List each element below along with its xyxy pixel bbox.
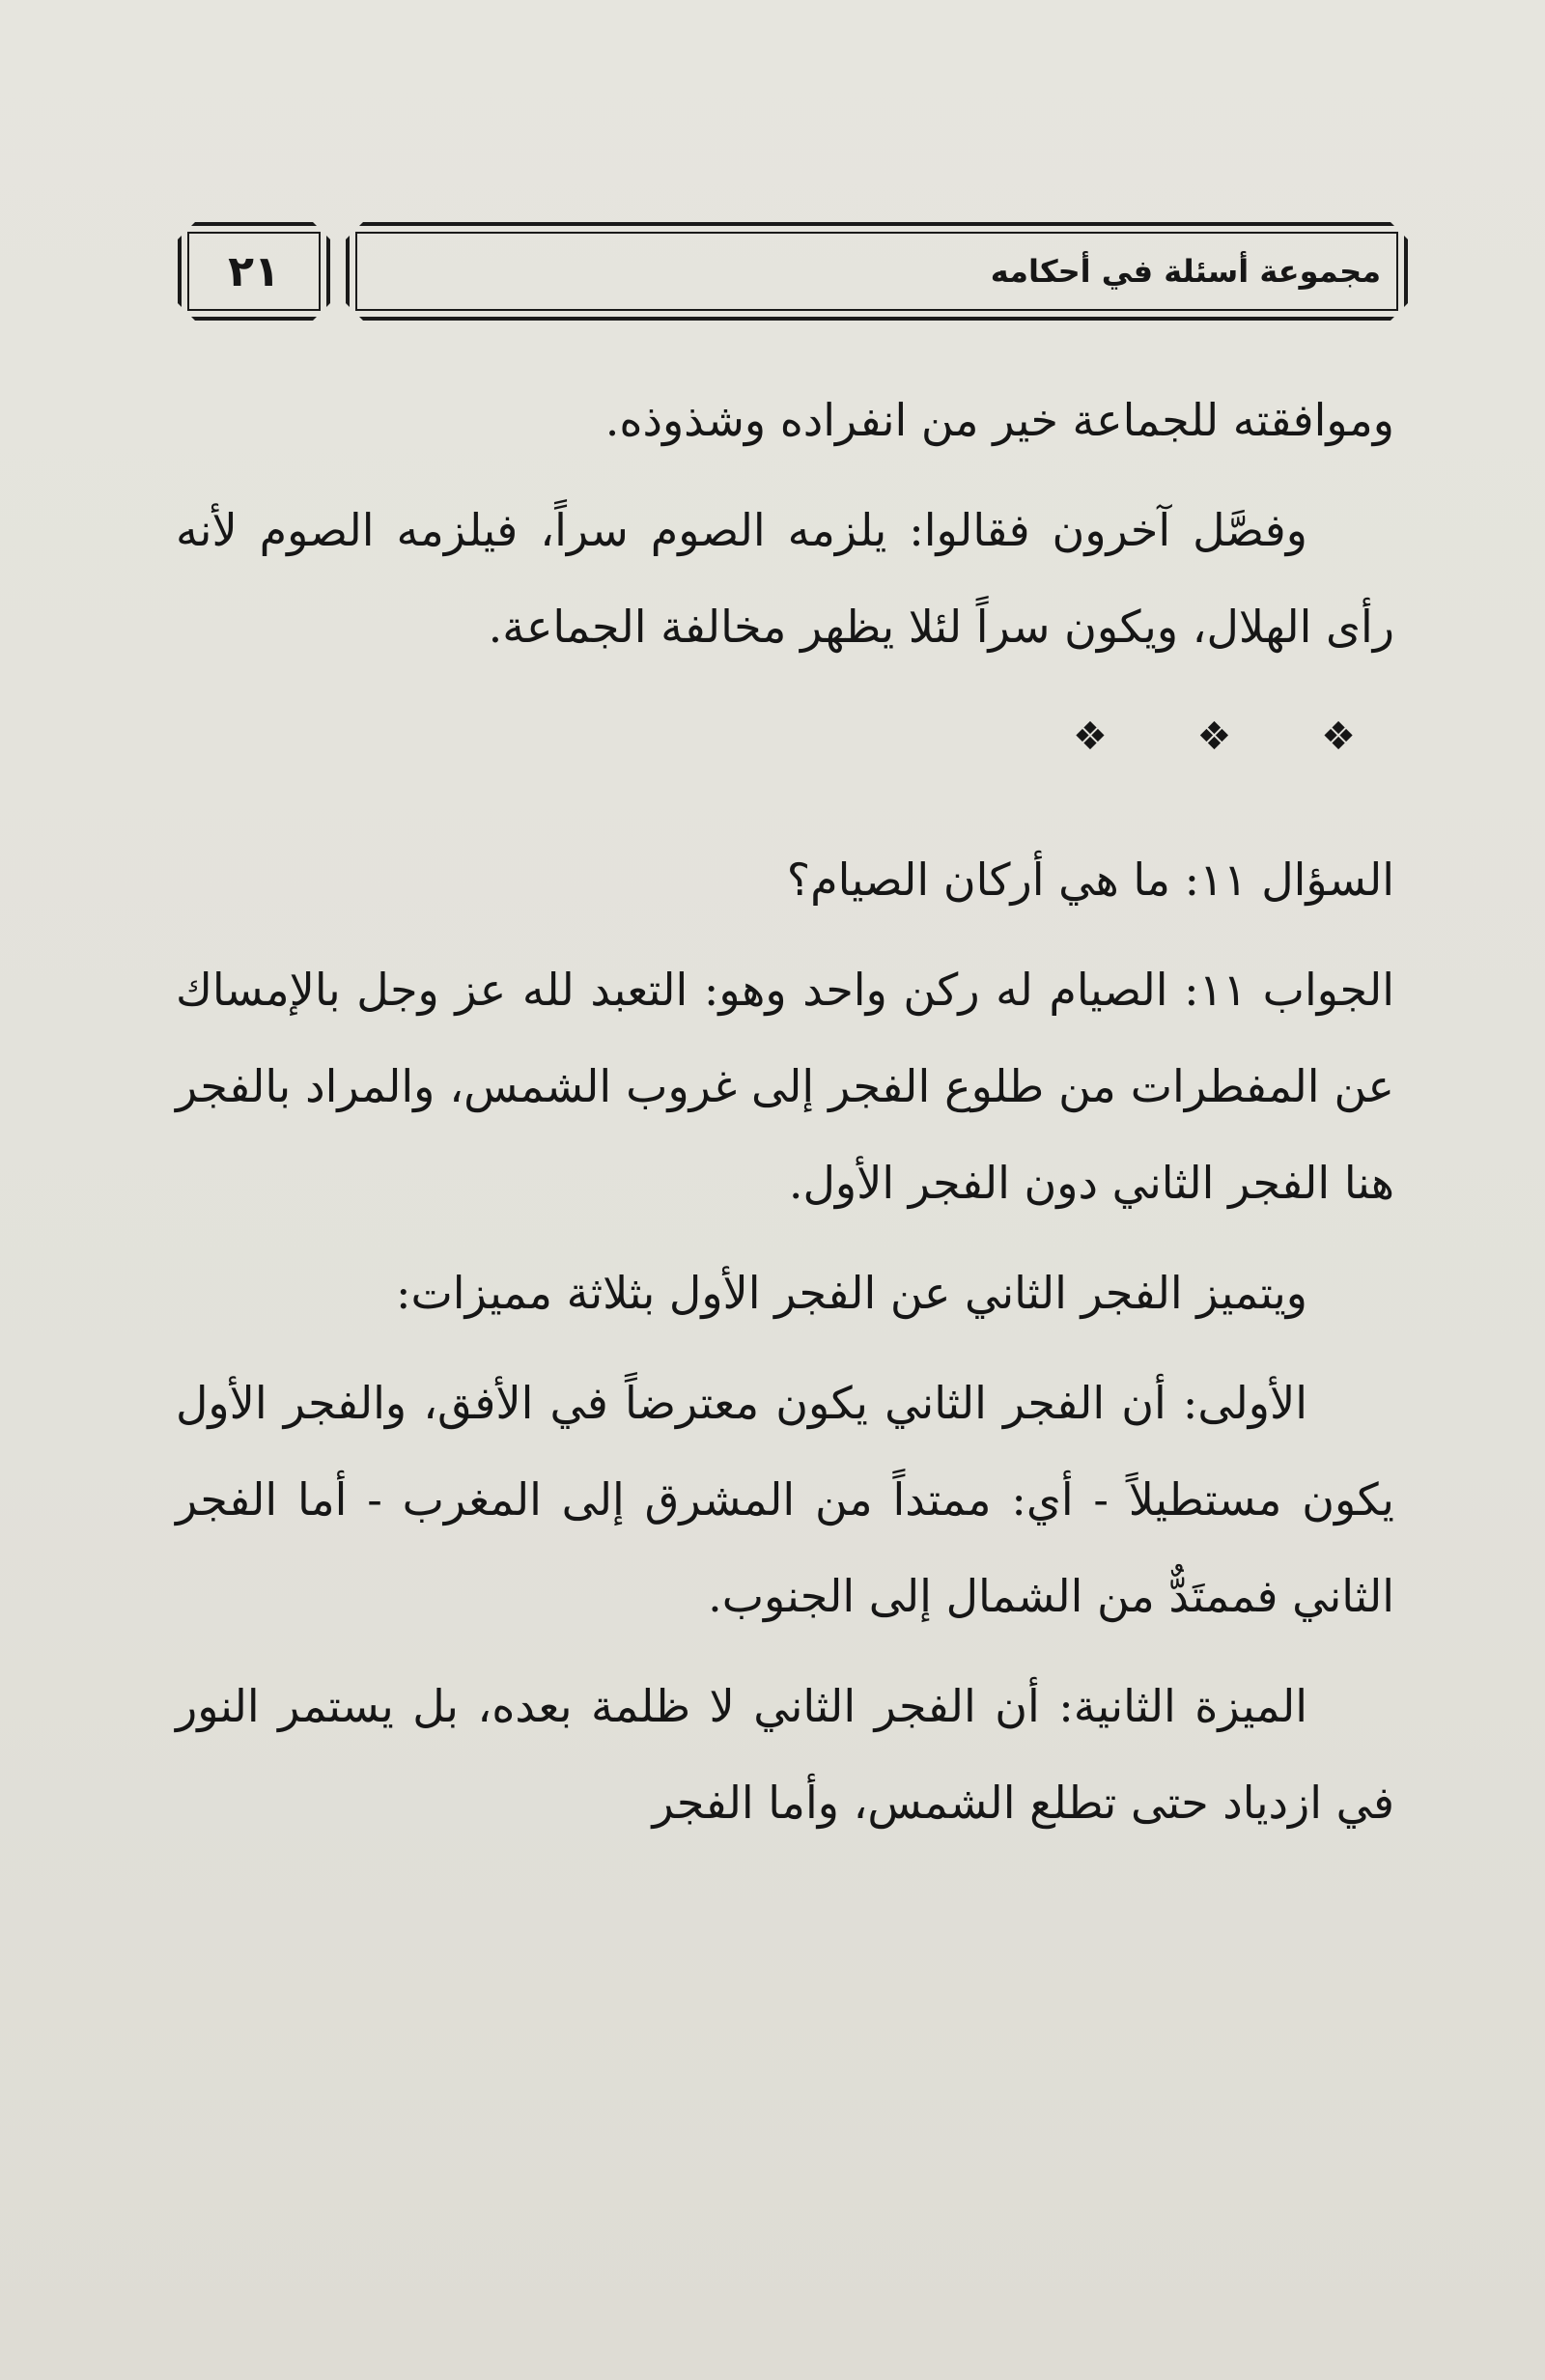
body-text: [176, 372, 1394, 1864]
question-11: السؤال ١١: ما هي أركان الصيام؟: [786, 854, 1394, 906]
section-separator: ❖ ❖ ❖: [1072, 714, 1394, 759]
paragraph-continuation: وموافقته للجماعة خير من انفراده وشذوذه.: [604, 394, 1394, 446]
paragraph-distinctions: ويتميز الفجر الثاني عن الفجر الأول بثلاثة مميزات:: [395, 1267, 1307, 1319]
paragraph-detail: وفصَّل آخرون فقالوا: يلزمه الصوم سراً، فيلزمه الصوم لأنه رأى الهلال، ويكون سراً لئلا يظهر مخالفة الجماعة.: [176, 504, 1394, 653]
page-number: ٢١: [228, 246, 280, 296]
answer-11: الجواب ١١: الصيام له ركن واحد وهو: التعبد لله عز وجل بالإمساك عن المفطرات من طلوع الفجر إلى غروب الشمس، والمراد بالفجر هنا الفجر الثاني دون الفجر الأول.: [176, 964, 1395, 1209]
paragraph-first-distinction: الأولى: أن الفجر الثاني يكون معترضاً في الأفق، والفجر الأول يكون مستطيلاً - أي: ممتداً من المشرق إلى المغرب - أما الفجر الثاني فممتَدٌّ من الشمال إلى الجنوب.: [176, 1377, 1394, 1622]
running-title: مجموعة أسئلة في أحكامه: [990, 253, 1381, 290]
paragraph-second-distinction: الميزة الثانية: أن الفجر الثاني لا ظلمة بعده، بل يستمر النور في ازدياد حتى تطلع الشمس، وأما الفجر: [176, 1680, 1394, 1829]
